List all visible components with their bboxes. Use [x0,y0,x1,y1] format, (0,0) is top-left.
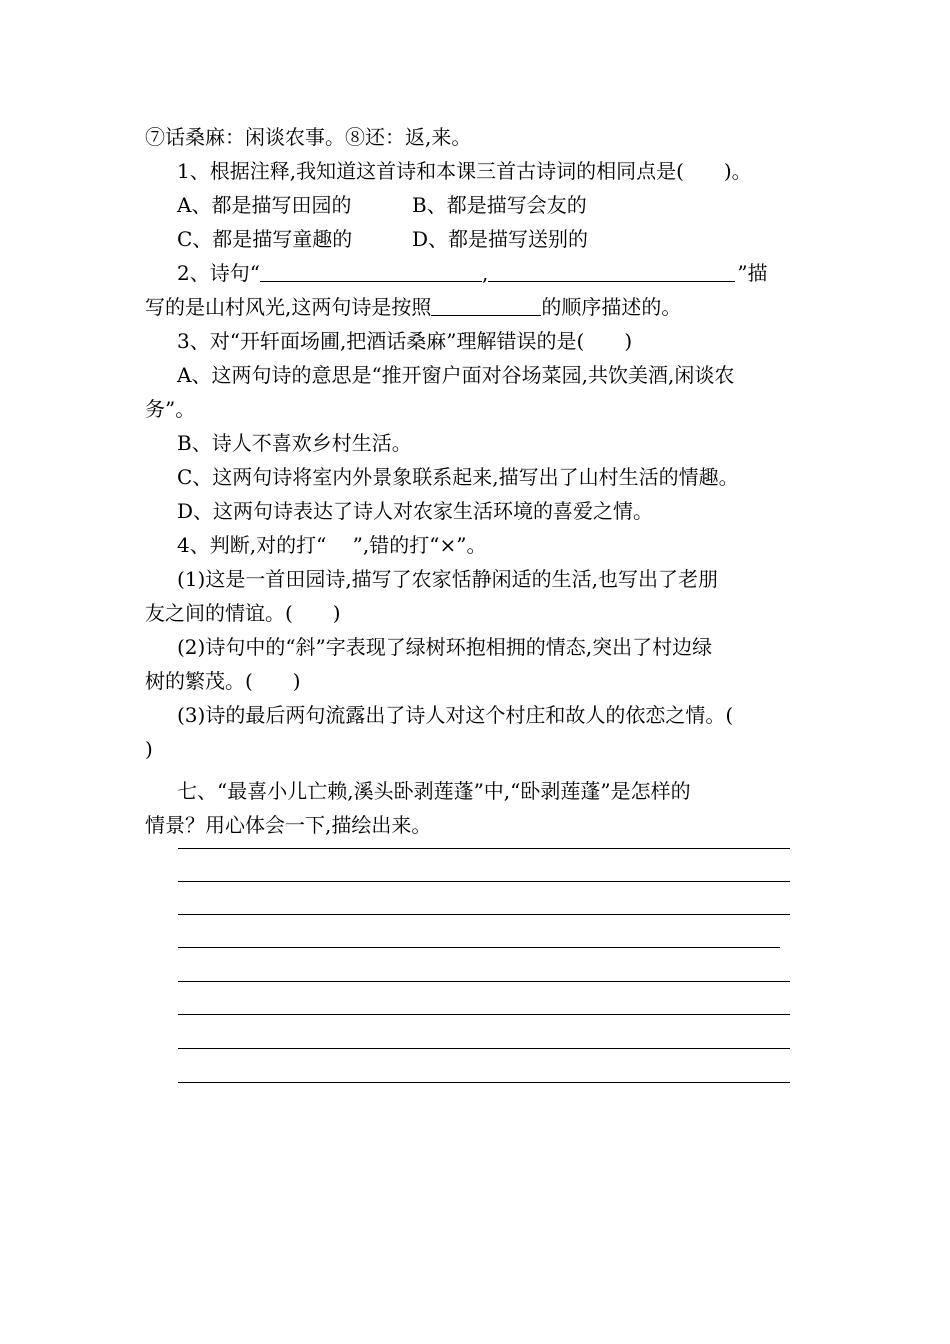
q2-blank-verse1[interactable] [260,259,482,282]
answer-line[interactable] [178,1014,790,1015]
q1-option-d: D、都是描写送别的 [412,227,589,251]
q4-item3-line2: ) [145,737,153,761]
q1-options-row2 [177,222,810,256]
q4-item1-line2: 友之间的情谊。( ) [145,601,341,625]
q3-stem: 3、对“开轩面场圃,把酒话桑麻”理解错误的是( ) [177,329,633,353]
q1-option-a: A、都是描写田园的 [177,193,352,217]
q3-option-c: C、这两句诗将室内外景象联系起来,描写出了山村生活的情趣。 [177,465,739,489]
q2-line2-end: 的顺序描述的。 [541,295,682,319]
q1-stem: 1、根据注释,我知道这首诗和本课三首古诗词的相同点是( )。 [177,159,752,183]
answer-line[interactable] [178,881,790,882]
annotation-note: ⑦话桑麻：闲谈农事。⑧还：返,来。 [145,125,472,149]
q4-item2-line2: 树的繁茂。( ) [145,669,301,693]
answer-line[interactable] [178,981,790,982]
q2-prefix: 2、诗句“ [177,261,260,285]
q3-option-b: B、诗人不喜欢乡村生活。 [177,431,412,455]
answer-line[interactable] [178,914,790,915]
q2-blank-order[interactable] [431,293,541,316]
q2-suffix: ”描 [737,261,768,285]
q4-stem: 4、判断,对的打“ ”,错的打“×”。 [177,533,487,557]
answer-line[interactable] [178,848,790,849]
q4-item3-line1: (3)诗的最后两句流露出了诗人对这个村庄和故人的依恋之情。( [177,703,734,727]
q7-line2: 情景？用心体会一下,描绘出来。 [145,813,432,837]
q2-blank-verse2[interactable] [488,259,735,282]
q4-item1-line1: (1)这是一首田园诗,描写了农家恬静闲适的生活,也写出了老朋 [177,567,719,591]
q2-comma: , [481,261,489,285]
q2-line1 [177,256,810,290]
q4-item2-line1: (2)诗句中的“斜”字表现了绿树环抱相拥的情态,突出了村边绿 [177,635,713,659]
q3-option-d: D、这两句诗表达了诗人对农家生活环境的喜爱之情。 [177,499,654,523]
answer-line[interactable] [178,1048,790,1049]
q1-option-b: B、都是描写会友的 [412,193,587,217]
answer-line[interactable] [178,1082,790,1083]
q7-line1: 七、“最喜小儿亡赖,溪头卧剥莲蓬”中,“卧剥莲蓬”是怎样的 [177,779,691,803]
q1-options-row1 [177,188,810,222]
q3-option-a-line2: 务”。 [145,397,196,421]
q2-line2-start: 写的是山村风光,这两句诗是按照 [145,295,432,319]
q1-option-c: C、都是描写童趣的 [177,227,353,251]
answer-line[interactable] [178,947,780,948]
q2-line2 [145,290,810,324]
q3-option-a-line1: A、这两句诗的意思是“推开窗户面对谷场菜园,共饮美酒,闲谈农 [177,363,735,387]
